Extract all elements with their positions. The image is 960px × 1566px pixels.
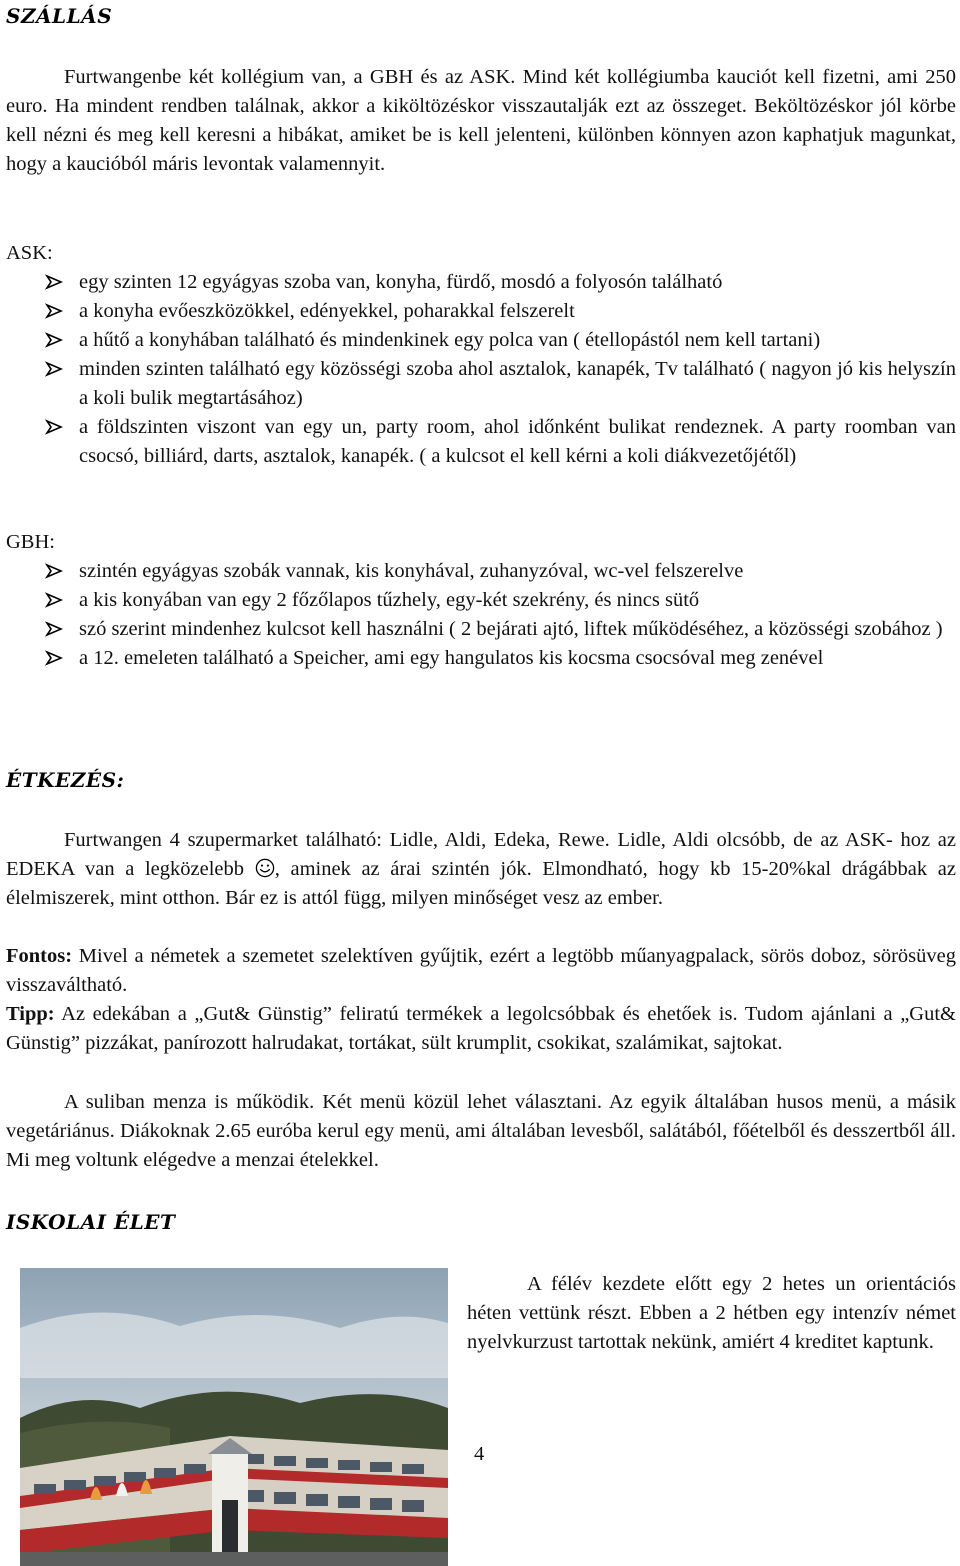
list-item: szó szerint mindenhez kulcsot kell használni ( 2 bejárati ajtó, liftek működéséhez, a közösségi szobához ) <box>0 615 956 644</box>
gbh-subheading: GBH: <box>6 531 55 553</box>
list-item: a földszinten viszont van egy un, party room, ahol időnként bulikat rendeznek. A party roomban van csocsó, billiárd, darts, asztalok, kanapék. ( a kulcsot el kell kérni a koli diákvezetőjétől) <box>0 413 956 471</box>
school-building-photo <box>20 1268 448 1566</box>
list-item: egy szinten 12 egyágyas szoba van, konyha, fürdő, mosdó a folyosón található <box>0 268 956 297</box>
arrowhead-bullet-icon <box>44 615 64 644</box>
list-item: szintén egyágyas szobák vannak, kis konyhával, zuhanyzóval, wc-vel felszerelve <box>0 557 956 586</box>
page-number: 4 <box>474 1443 485 1465</box>
ask-bullet-list <box>0 268 956 471</box>
arrowhead-bullet-icon <box>44 557 64 586</box>
szallas-intro-paragraph: Furtwangenbe két kollégium van, a GBH és az ASK. Mind két kollégiumba kauciót kell fizetni, ami 250 euro. Ha mindent rendben találnak, akkor a kiköltözéskor visszautalják ezt az összeget. Beköltözéskor jól körbe kell nézni és meg kell keresni a hibákat, amiket be is kell jelenteni, különben könnyen azon kaphatjuk magunkat, hogy a kaucióból máris levontak valamennyit. <box>6 66 956 175</box>
list-item: a 12. emeleten található a Speicher, ami egy hangulatos kis kocsma csocsóval meg zenével <box>0 644 956 673</box>
school-building-illustration <box>20 1268 448 1566</box>
arrowhead-bullet-icon <box>44 586 64 615</box>
iskolai-elet-paragraph: A félév kezdete előtt egy 2 hetes un orientációs héten vettünk részt. Ebben a 2 hétben egy intenzív német nyelvkurzust tartottak nekünk, amiért 4 kreditet kaptunk. <box>467 1273 956 1353</box>
tipp-paragraph: Tipp: Az edekában a „Gut& Günstig” feliratú termékek a legolcsóbbak és ehetőek is. Tudom ajánlani a „Gut& Günstig” pizzákat, panírozott halrudakat, tortákat, sült krumplit, csokikat, szalámikat, sajtokat. <box>6 1003 956 1054</box>
arrowhead-bullet-icon <box>44 413 64 442</box>
list-item: minden szinten található egy közösségi szoba ahol asztalok, kanapék, Tv található ( nagyon jó kis helyszín a koli bulik megtartásához) <box>0 355 956 413</box>
fontos-label: Fontos: <box>6 945 73 967</box>
supermarket-paragraph: Furtwangen 4 szupermarket található: Lidle, Aldi, Edeka, Rewe. Lidle, Aldi olcsóbb, de az ASK- hoz az EDEKA van a legközelebb , aminek az árai szintén jók. Elmondható, hogy kb 15-20%kal drágábbak az élelmiszerek, mint otthon. Bár ez is attól függ, milyen minőséget vesz az ember. <box>6 829 957 909</box>
list-item: a konyha evőeszközökkel, edényekkel, poharakkal felszerelt <box>0 297 956 326</box>
arrowhead-bullet-icon <box>44 297 64 326</box>
heading-iskolai-elet: ISKOLAI ÉLET <box>6 1210 176 1234</box>
arrowhead-bullet-icon <box>44 268 64 297</box>
tipp-label: Tipp: <box>6 1003 55 1025</box>
heading-szallas: SZÁLLÁS <box>6 4 113 28</box>
smiley-face-icon <box>255 858 275 878</box>
fontos-paragraph: Fontos: Mivel a németek a szemetet szelektíven gyűjtik, ezért a legtöbb műanyagpalack, sörös doboz, sörösüveg visszaváltható. <box>6 945 956 996</box>
menza-paragraph: A suliban menza is működik. Két menü közül lehet választani. Az egyik általában husos menü, a másik vegetáriánus. Diákoknak 2.65 euróba kerul egy menü, ami általában levesből, salátából, főételből és desszertből áll. Mi meg voltunk elégedve a menzai ételekkel. <box>6 1091 956 1171</box>
heading-etkezes: ÉTKEZÉS: <box>6 768 125 792</box>
arrowhead-bullet-icon <box>44 326 64 355</box>
list-item: a kis konyában van egy 2 főzőlapos tűzhely, egy-két szekrény, és nincs sütő <box>0 586 956 615</box>
list-item: a hűtő a konyhában található és mindenkinek egy polca van ( étellopástól nem kell tartani) <box>0 326 956 355</box>
ask-subheading: ASK: <box>6 242 53 264</box>
arrowhead-bullet-icon <box>44 355 64 384</box>
arrowhead-bullet-icon <box>44 644 64 673</box>
gbh-bullet-list <box>0 557 956 673</box>
